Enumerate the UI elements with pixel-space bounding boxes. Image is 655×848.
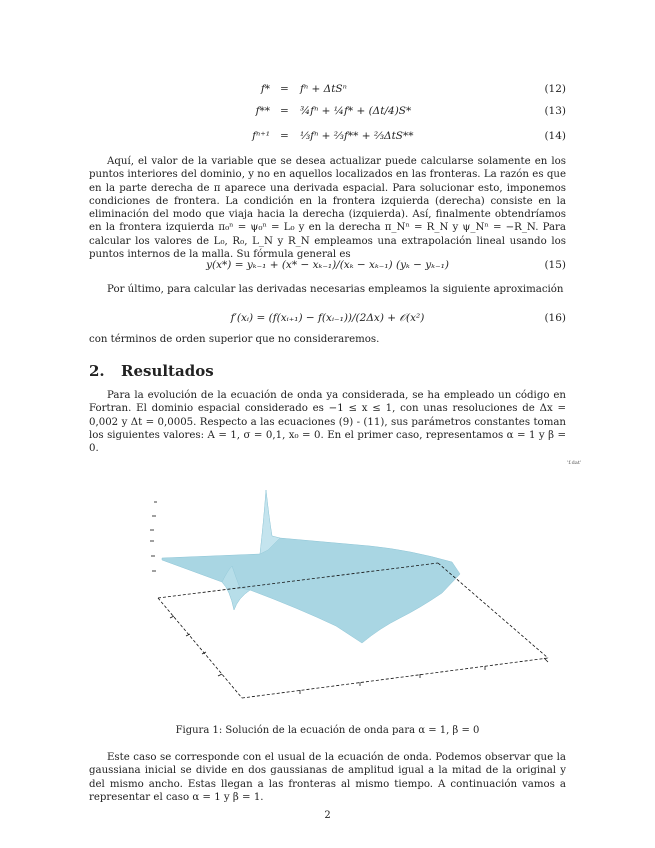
paragraph-higher-order: con términos de orden superior que no consideraremos. — [89, 334, 380, 345]
eq-number: (12) — [544, 83, 566, 95]
section-heading — [89, 362, 214, 380]
wave-surface — [162, 490, 460, 643]
eq-lhs: f** — [255, 105, 270, 117]
figure-caption: Figura 1: Solución de la ecuación de onda para α = 1, β = 0 — [175, 725, 480, 736]
paragraph-results: Para la evolución de la ecuación de onda ya considerada, se ha empleado un código en Fortran. El dominio espacial considerado es −1 ≤ x ≤ 1, con unas resoluciones de Δx = 0,002 y Δt = 0,0005. Respecto a las ecuaciones (9) - (11), sus parámetros constantes toman los siguientes valores: A = 1, σ = 0,1, x₀ = 0. En el primer caso, representamos α = 1 y β = 0. — [89, 390, 566, 455]
equation-16 — [0, 306, 655, 332]
page-number: 2 — [324, 810, 331, 821]
eq-number: (15) — [544, 259, 566, 271]
eq-lhs: f* — [260, 83, 270, 95]
section-title: Resultados — [121, 362, 214, 380]
equation-13 — [0, 102, 655, 124]
section-number: 2. — [89, 362, 105, 380]
eq-rhs: ¾fⁿ + ¼f* + (Δt/4)S* — [300, 105, 412, 117]
eq-rhs: fⁿ + ΔtSⁿ — [300, 83, 347, 95]
equation-15 — [0, 253, 655, 279]
equation-14 — [0, 127, 655, 149]
paragraph-derivatives: Por último, para calcular las derivadas necesarias empleamos la siguiente aproximación — [107, 284, 564, 295]
eq-rel: = — [280, 130, 289, 142]
eq-expression: y(x*) = yₖ₋₁ + (x* − xₖ₋₁)/(xₖ − xₖ₋₁) (yₖ − yₖ₋₁) — [206, 259, 449, 271]
eq-lhs: fⁿ⁺¹ — [252, 130, 270, 142]
eq-number: (14) — [544, 130, 566, 142]
z-axis-ticks — [150, 502, 157, 571]
eq-rhs: ⅓fⁿ + ⅔f** + ⅔ΔtS** — [300, 130, 414, 142]
eq-number: (13) — [544, 105, 566, 117]
paragraph-boundary-conditions: Aquí, el valor de la variable que se desea actualizar puede calcularse solamente en los puntos interiores del dominio, y no en aquellos localizados en las fronteras. La razón es que en la parte derecha de π aparece una derivada espacial. Para solucionar esto, imponemos condiciones de frontera. La condición en la frontera izquierda (derecha) consiste en la eliminación del modo que viaja hacia la derecha (izquierda). Así, finalmente obtendríamos en la frontera izquierda π₀ⁿ = ψ₀ⁿ = L₀ y en la derecha π_Nⁿ = R_N y ψ_Nⁿ = −R_N. Para calcular los valores de L₀, R₀, L_N y R_N empleamos una extrapolación lineal usando los puntos internos de la malla. Su fórmula general es — [89, 156, 566, 261]
surface-plot-figure — [140, 478, 560, 708]
paragraph-discussion: Este caso se corresponde con el usual de la ecuación de onda. Podemos observar que la gaussiana inicial se divide en dos gaussianas de amplitud igual a la mitad de la original y del mismo ancho. Estas llegan a las fronteras al mismo tiempo. A continuación vamos a representar el caso α = 1 y β = 1. — [89, 752, 566, 803]
eq-rel: = — [280, 105, 289, 117]
equation-12 — [0, 80, 655, 102]
eq-number: (16) — [544, 312, 566, 324]
eq-rel: = — [280, 83, 289, 95]
eq-expression: f′(xᵢ) = (f(xᵢ₊₁) − f(xᵢ₋₁))/(2Δx) + 𝒪(x²) — [230, 312, 425, 324]
plot-legend-label: 'f.dat' — [567, 460, 582, 466]
